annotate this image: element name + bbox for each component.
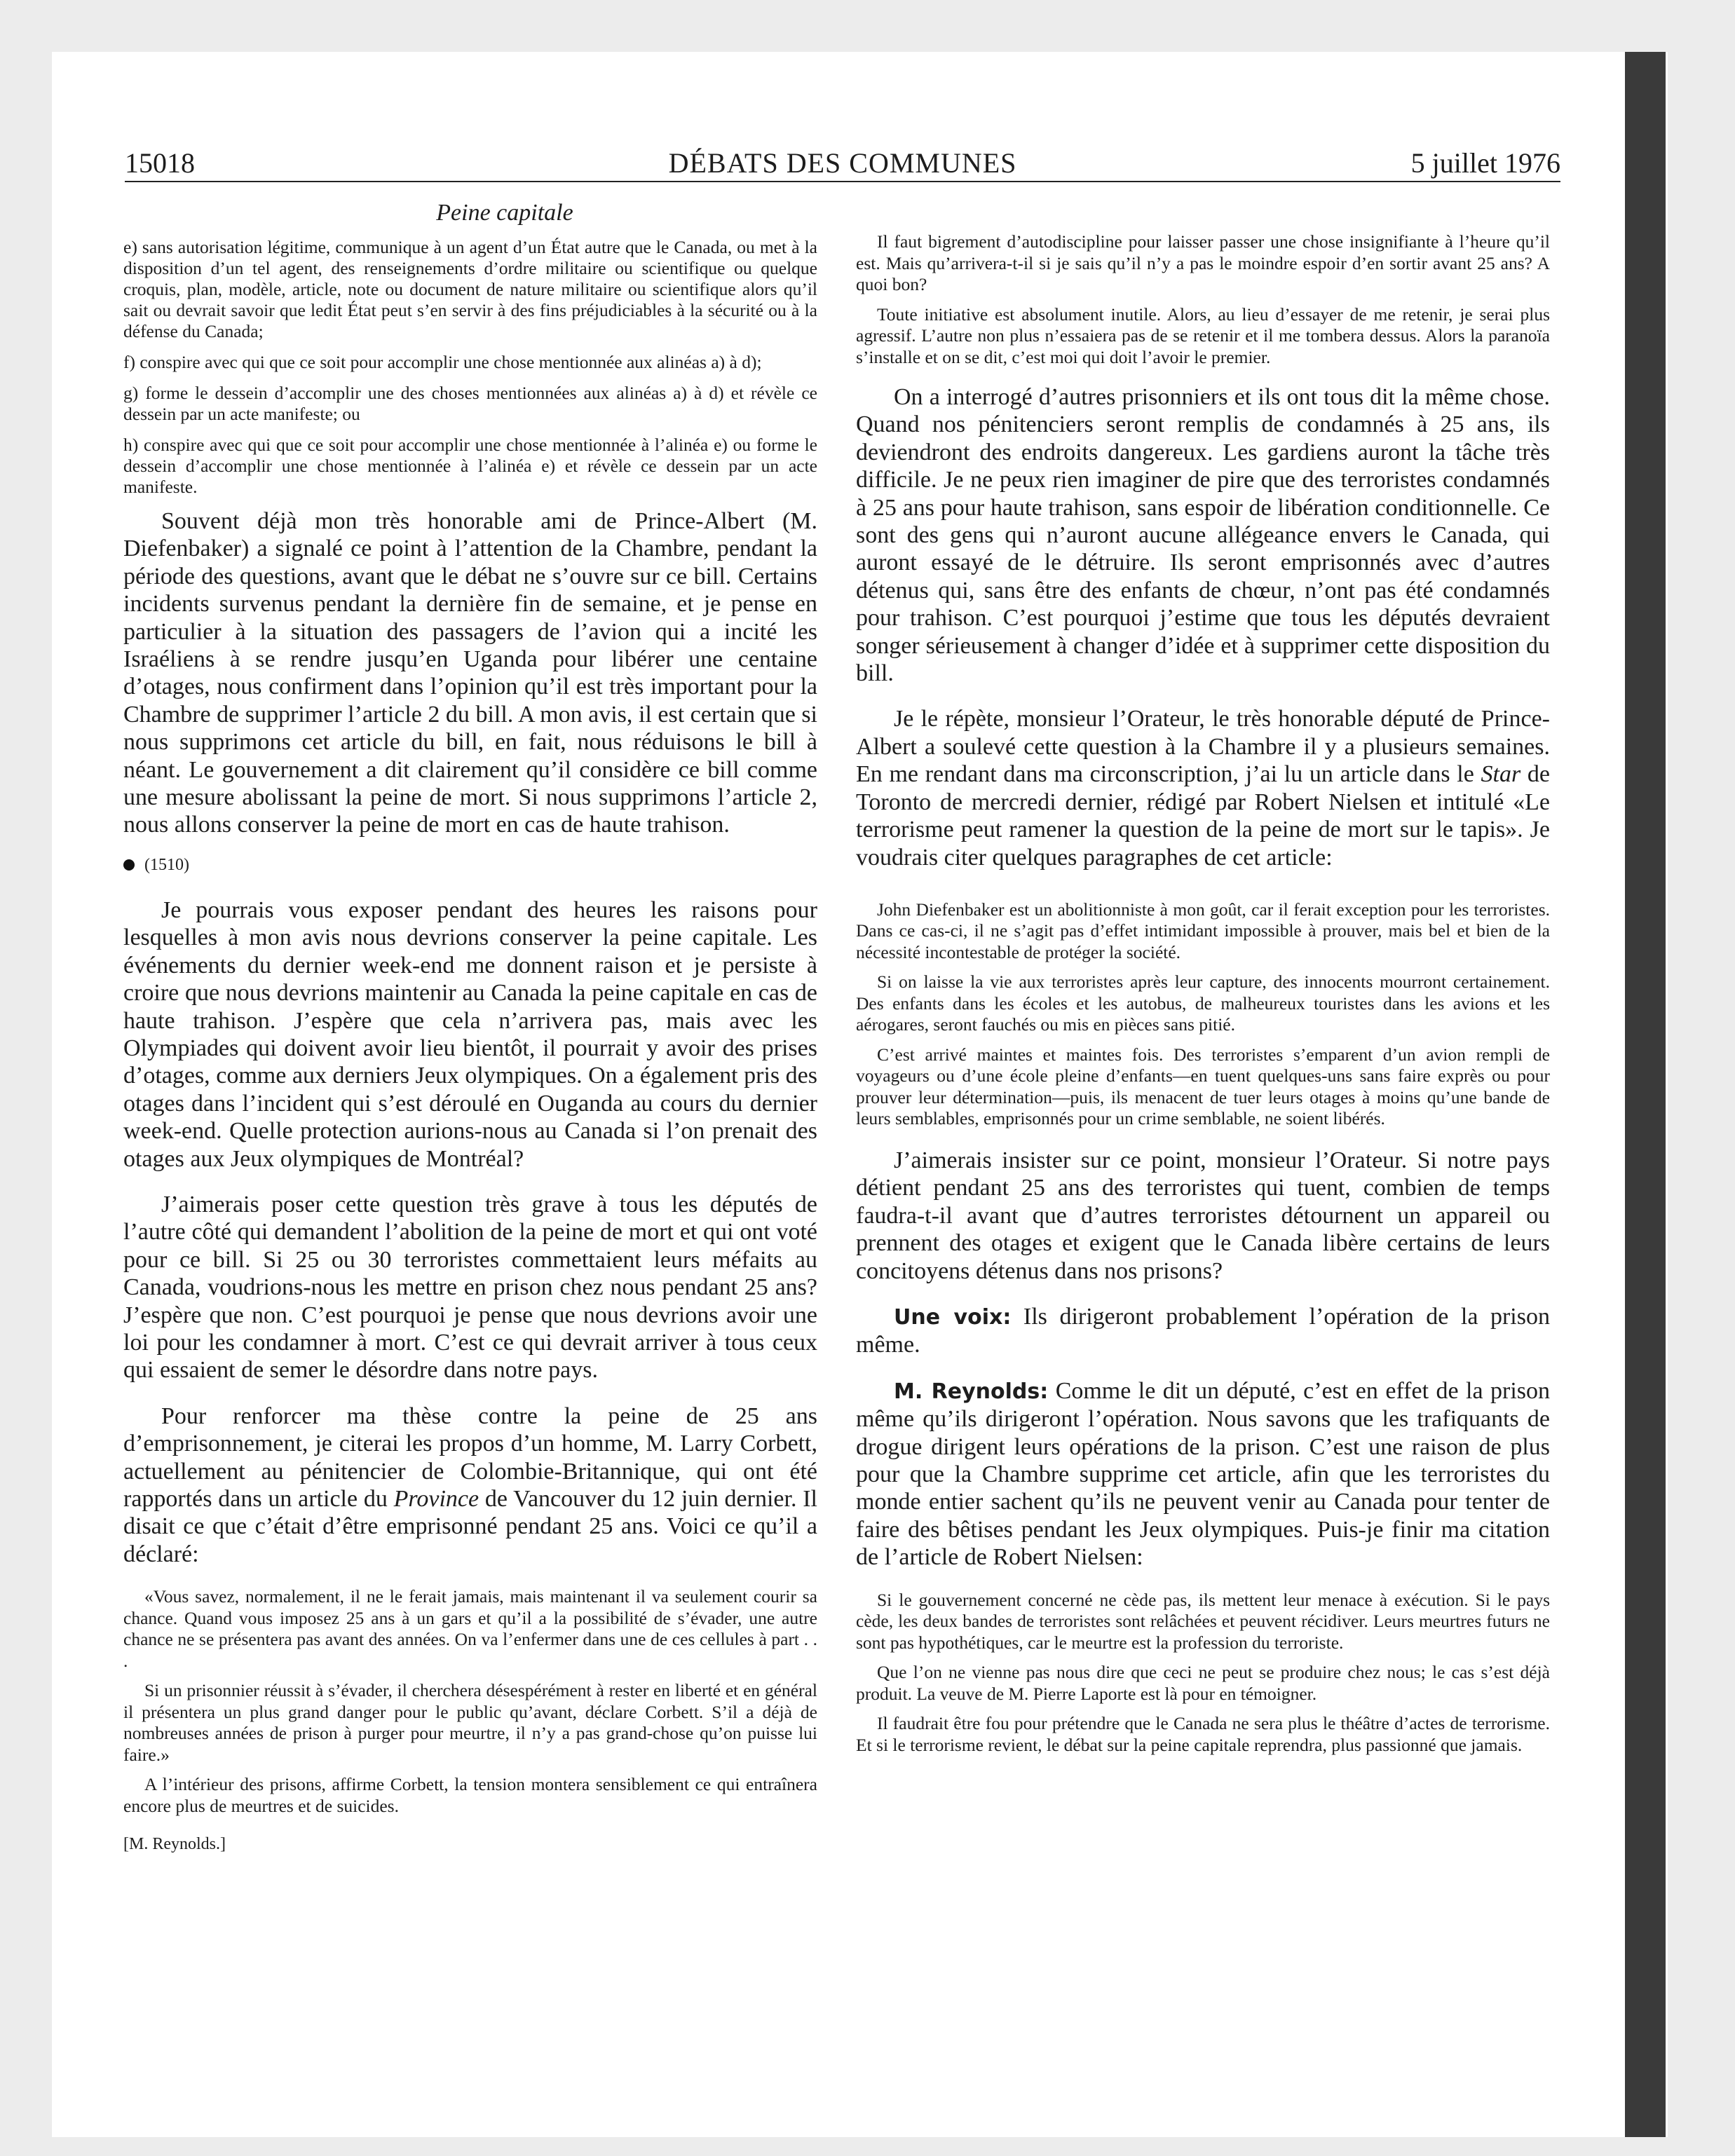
interjection-text: Ils dirigeront probablement l’opération de la prison même.	[856, 1303, 1550, 1358]
quotation: A l’intérieur des prisons, affirme Corbett, la tension montera sensiblement ce qui entraînera encore plus de meurtres et de suicides.	[123, 1774, 817, 1816]
paragraph-text: Pour renforcer ma thèse contre la peine de 25 ans d’emprisonnement, je citerai les propos d’un homme, M. Larry Corbett, actuellement au pénitencier de Colombie-Britannique, qui ont été rapportés dans un article du	[123, 1403, 817, 1512]
right-column	[856, 231, 1550, 1764]
speaker-name: Une voix:	[894, 1304, 1012, 1330]
page-header	[125, 144, 1560, 183]
quotation: Toute initiative est absolument inutile. Alors, au lieu d’essayer de me retenir, je serai plus agressif. L’autre non plus n’essaiera pas de se retenir et il me tombera dessus. Alors la paranoïa s’installe et on se dit, c’est moi qui doit l’avoir le premier.	[856, 303, 1550, 367]
paragraph-text: Comme le dit un député, c’est en effet de la prison même qu’ils dirigeront l’opération. Nous savons que les trafiquants de drogue dirigent leurs opérations de la prison. C’est une raison de plus pour que la Chambre supprime cet article, afin que les terroristes du monde entier sachent qu’ils ne peuvent venir au Canada pour tenter de faire des bêtises pendant les Jeux olympiques. Puis-je finir ma citation de l’article de Robert Nielsen:	[856, 1377, 1550, 1571]
bullet-icon	[123, 859, 135, 871]
speech-paragraph: J’aimerais poser cette question très grave à tous les députés de l’autre côté qui demandent l’abolition de la peine de mort et qui ont voté pour ce bill. Si 25 ou 30 terroristes commettaient leurs méfaits au Canada, voudrions-nous les mettre en prison chez nous pendant 25 ans? J’espère que non. C’est pourquoi je pense que nous devrions avoir une loi pour les condamner à mort. C’est ce qui devrait arriver à tous ceux qui essaient de semer le désordre dans notre pays.	[123, 1191, 817, 1384]
speech-paragraph	[856, 1377, 1550, 1571]
quotation: Si on laisse la vie aux terroristes après leur capture, des innocents mourront certainement. Des enfants dans les écoles et les autobus, de malheureux touristes dans les avions et les aérogares, seront fauchés ou mis en pièces sans pitié.	[856, 971, 1550, 1035]
speech-paragraph	[123, 1403, 817, 1568]
quotation: C’est arrivé maintes et maintes fois. Des terroristes s’emparent d’un avion rempli de voyageurs ou d’une école pleine d’enfants—en tuent quelques-uns sans faire exprès ou pour prouver leur détermination—puis, ils menacent de tuer leurs otages à moins qu’une bande de leurs semblables, emprisonnés pour un crime semblable, ne soient libérés.	[856, 1044, 1550, 1129]
speech-paragraph: Souvent déjà mon très honorable ami de Prince-Albert (M. Diefenbaker) a signalé ce point à l’attention de la Chambre, pendant la période des questions, avant que le débat ne s’ouvre sur ce bill. Certains incidents survenus pendant la dernière fin de semaine, et je pense en particulier à la situation des passagers de l’avion qui a incité les Israéliens à se rendre jusqu’en Uganda pour libérer une centaine d’otages, nous confirment dans l’opinion qu’il est très important pour la Chambre de supprimer l’article 2 du bill. A mon avis, il est certain que si nous supprimons cet article du bill, en fait, nous réduisons le bill à néant. Le gouvernement a dit clairement qu’il considère ce bill comme une mesure abolissant la peine de mort. Si nous supprimons l’article 2, nous allons conserver la peine de mort en cas de haute trahison.	[123, 508, 817, 838]
paragraph-text: de Toronto de mercredi dernier, rédigé par Robert Nielsen et intitulé «Le terrorisme peut ramener la question de la peine de mort sur le tapis». Je voudrais citer quelques paragraphes de cet article:	[856, 761, 1551, 871]
newspaper-name: Star	[1481, 761, 1521, 788]
paragraph-text: Je le répète, monsieur l’Orateur, le très honorable député de Prince-Albert a soulevé cette question à la Chambre il y a plusieurs semaines. En me rendant dans ma circonscription, j’ai lu un article dans le	[856, 706, 1550, 788]
clause-g: g) forme le dessein d’accomplir une des choses mentionnées aux alinéas a) à d) et révèle ce dessein par un acte manifeste; ou	[123, 383, 817, 424]
time-marker	[123, 854, 817, 875]
clause-e: e) sans autorisation légitime, communique à un agent d’un État autre que le Canada, ou met à la disposition d’un tel agent, des renseignements d’ordre militaire ou scientifique ou quelque croquis, plan, modèle, article, note ou document de nature militaire ou scientifique alors qu’il sait ou devrait savoir que ledit État peut s’en servir à des fins préjudiciables à la sécurité ou à la défense du Canada;	[123, 237, 817, 341]
publication-title: DÉBATS DES COMMUNES	[668, 147, 1017, 179]
newspaper-name: Province	[393, 1486, 479, 1512]
paragraph-text: de Vancouver du 12 juin dernier. Il disait ce que c’était d’être emprisonné pendant 25 ans. Voici ce qu’il a déclaré:	[123, 1486, 817, 1567]
scan-edge-shadow	[1625, 52, 1666, 2137]
header-rule	[125, 181, 1560, 182]
interjection	[856, 1303, 1550, 1359]
clause-h: h) conspire avec qui que ce soit pour accomplir une chose mentionnée à l’alinéa e) ou forme le dessein d’accomplir une chose mentionnée à l’alinéa e) et révèle ce dessein par un acte manifeste.	[123, 435, 817, 497]
quotation: Si un prisonnier réussit à s’évader, il cherchera désespérément à rester en liberté et en général il présentera un plus grand danger pour le public qu’avant, déclare Corbett. S’il a déjà de nombreuses années de prison à purger pour meurtre, il n’y a pas grand-chose qu’on puisse lui faire.»	[123, 1680, 817, 1765]
speech-paragraph	[856, 705, 1550, 871]
quotation: Il faut bigrement d’autodiscipline pour laisser passer une chose insignifiante à l’heure qu’il est. Mais qu’arrivera-t-il si je sais qu’il n’y a pas le moindre espoir d’en sortir avant 25 ans? A quoi bon?	[856, 231, 1550, 294]
page-number: 15018	[125, 147, 195, 179]
quotation: «Vous savez, normalement, il ne le ferait jamais, mais maintenant il va seulement courir sa chance. Quand vous imposez 25 ans à un gars et qu’il a la possibilité de s’évader, une autre chance ne se présentera pas avant des années. On va l’enfermer dans une de ces cellules à part . . .	[123, 1586, 817, 1671]
left-column	[123, 237, 817, 1854]
speech-paragraph: On a interrogé d’autres prisonniers et ils ont tous dit la même chose. Quand nos pénitenciers seront remplis de condamnés à 25 ans, ils deviendront des endroits dangereux. Les gardiens auront la tâche très difficile. Je ne peux rien imaginer de pire que des terroristes condamnés à 25 ans pour haute trahison, sans espoir de libération conditionnelle. Ce sont des gens qui n’auront aucune allégeance envers le Canada, qui auront essayé de le détruire. Ils seront emprisonnés avec d’autres détenus qui, sans être des enfants de chœur, n’ont pas été condamnés pour trahison. C’est pourquoi j’estime que tous les députés devraient songer sérieusement à changer d’idée et à supprimer cette disposition du bill.	[856, 384, 1550, 687]
quotation: Si le gouvernement concerné ne cède pas, ils mettent leur menace à exécution. Si le pays cède, les deux bandes de terroristes sont relâchées et peuvent récidiver. Leurs meurtres futurs ne sont pas hypothétiques, car le meurtre est la profession du terroriste.	[856, 1589, 1550, 1653]
subject-heading: Peine capitale	[436, 200, 573, 226]
quotation: John Diefenbaker est un abolitionniste à mon goût, car il ferait exception pour les terroristes. Dans ce cas-ci, il ne s’agit pas d’effet intimidant impossible à prouver, mais bel et bien de la nécessité incontestable de protéger la société.	[856, 899, 1550, 962]
speaker-name: M. Reynolds:	[894, 1379, 1049, 1404]
clause-f: f) conspire avec qui que ce soit pour accomplir une chose mentionnée aux alinéas a) à d);	[123, 352, 762, 372]
publication-date: 5 juillet 1976	[1410, 147, 1560, 179]
quotation: Il faudrait être fou pour prétendre que le Canada ne sera plus le théâtre d’actes de terrorisme. Et si le terrorisme revient, le débat sur la peine capitale reprendra, plus passionné que jamais.	[856, 1713, 1550, 1755]
speaker-signature: [M. Reynolds.]	[123, 1835, 226, 1854]
time-marker-text: (1510)	[144, 855, 189, 874]
speech-paragraph: Je pourrais vous exposer pendant des heures les raisons pour lesquelles à mon avis nous devrions conserver la peine capitale. Les événements du dernier week-end me donnent raison et je persiste à croire que nous devrions maintenir au Canada la peine capitale en cas de haute trahison. J’espère que cela n’arrivera pas, mais avec les Olympiades qui doivent avoir lieu bientôt, il pourrait y avoir des prises d’otages, comme aux derniers Jeux olympiques. On a également pris des otages dans l’incident qui s’est déroulé en Ouganda au cours du dernier week-end. Quelle protection aurions-nous au Canada si l’on prenait des otages aux Jeux olympiques de Montréal?	[123, 896, 817, 1172]
speech-paragraph: J’aimerais insister sur ce point, monsieur l’Orateur. Si notre pays détient pendant 25 ans des terroristes qui tuent, combien de temps faudra-t-il avant que d’autres terroristes détournent un appareil ou prennent des otages et exigent que le Canada libère certains de leurs concitoyens détenus dans nos prisons?	[856, 1147, 1550, 1284]
quotation: Que l’on ne vienne pas nous dire que ceci ne peut se produire chez nous; le cas s’est déjà produit. La veuve de M. Pierre Laporte est là pour en témoigner.	[856, 1662, 1550, 1704]
